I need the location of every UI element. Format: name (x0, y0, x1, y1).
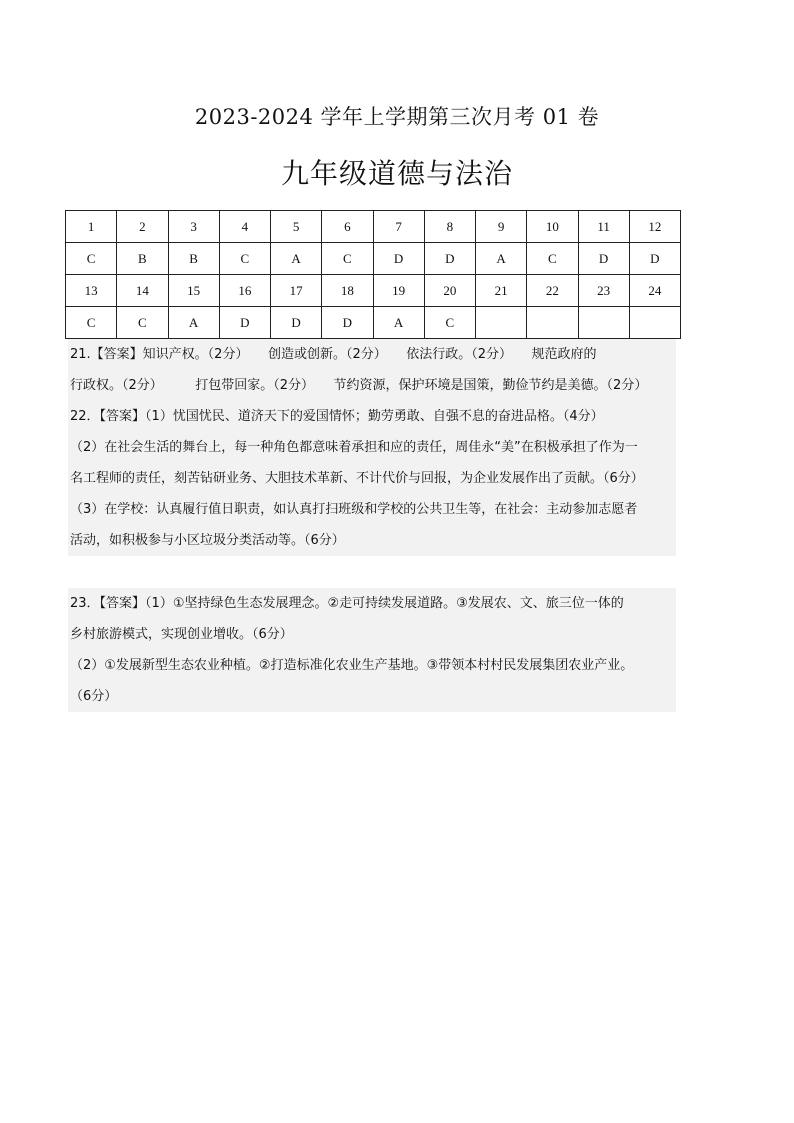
question-number-cell: 10 (527, 211, 578, 243)
answer-cell (629, 307, 680, 339)
answer-cell: A (168, 307, 219, 339)
answer-block-21-22 (68, 339, 676, 556)
question-number-cell: 18 (322, 275, 373, 307)
answer-cell: C (66, 243, 117, 275)
question-number-cell: 21 (476, 275, 527, 307)
question-number-cell: 15 (168, 275, 219, 307)
answer-cell: C (117, 307, 168, 339)
table-row-answers (66, 243, 681, 275)
answer-cell: D (322, 307, 373, 339)
answer-cell: C (219, 243, 270, 275)
answer-22-line-2: （2）在社会生活的舞台上，每一种角色都意味着承担和应的责任，周佳永“美”在积极承担了作为一 (70, 440, 638, 455)
answer-23-line-2: 乡村旅游模式，实现创业增收。（6分） (70, 627, 293, 642)
answer-cell: A (373, 307, 424, 339)
answer-table-body (66, 211, 681, 339)
answer-cell (527, 307, 578, 339)
page-subtitle: 九年级道德与法治 (280, 157, 513, 190)
answer-cell: D (578, 243, 629, 275)
question-number-cell: 9 (476, 211, 527, 243)
answer-cell: C (322, 243, 373, 275)
question-number-cell: 7 (373, 211, 424, 243)
answer-cell: B (117, 243, 168, 275)
answer-cell: D (424, 243, 475, 275)
answer-23-line-4: （6分） (70, 689, 118, 704)
answer-cell (476, 307, 527, 339)
answer-cell: C (66, 307, 117, 339)
answer-cell: A (476, 243, 527, 275)
question-number-cell: 23 (578, 275, 629, 307)
answer-cell: D (373, 243, 424, 275)
answer-cell: A (271, 243, 322, 275)
table-row-answers (66, 307, 681, 339)
table-row-question-numbers (66, 275, 681, 307)
answer-22-line-1: 22．【答案】（1）忧国忧民、道济天下的爱国情怀；勤劳勇敢、自强不息的奋进品格。（4分） (70, 409, 604, 424)
answer-cell (578, 307, 629, 339)
answer-cell: B (168, 243, 219, 275)
question-number-cell: 20 (424, 275, 475, 307)
question-number-cell: 13 (66, 275, 117, 307)
question-number-cell: 8 (424, 211, 475, 243)
answer-cell: D (271, 307, 322, 339)
question-number-cell: 3 (168, 211, 219, 243)
answer-cell: C (527, 243, 578, 275)
answer-21-line-1: 21.【答案】知识产权。（2分） 创造或创新。（2分） 依法行政。（2分） 规范政府的 (70, 347, 597, 362)
question-number-cell: 24 (629, 275, 680, 307)
question-number-cell: 12 (629, 211, 680, 243)
answer-23-line-3: （2）①发展新型生态农业种植。②打造标准化农业生产基地。③带领本村村民发展集团农业产业。 (70, 658, 634, 673)
answer-23-line-1: 23．【答案】（1）①坚持绿色生态发展理念。②走可持续发展道路。③发展农、文、旅三位一体的 (70, 596, 624, 611)
answer-21-line-2: 行政权。（2分） 打包带回家。（2分） 节约资源，保护环境是国策，勤俭节约是美德。（2分） (70, 378, 648, 393)
question-number-cell: 14 (117, 275, 168, 307)
question-number-cell: 4 (219, 211, 270, 243)
answer-table (65, 210, 681, 339)
question-number-cell: 17 (271, 275, 322, 307)
answer-cell: D (219, 307, 270, 339)
question-number-cell: 22 (527, 275, 578, 307)
answer-22-line-5: 活动，如积极参与小区垃圾分类活动等。（6分） (70, 533, 345, 548)
question-number-cell: 5 (271, 211, 322, 243)
question-number-cell: 2 (117, 211, 168, 243)
answer-22-line-3: 名工程师的责任，刻苦钻研业务、大胆技术革新、不计代价与回报，为企业发展作出了贡献。（6分） (70, 471, 644, 486)
table-row-question-numbers (66, 211, 681, 243)
question-number-cell: 19 (373, 275, 424, 307)
page-title: 2023-2024 学年上学期第三次月考 01 卷 (194, 105, 600, 129)
answer-22-line-4: （3）在学校：认真履行值日职责，如认真打扫班级和学校的公共卫生等，在社会：主动参加志愿者 (70, 502, 638, 517)
answer-cell: C (424, 307, 475, 339)
answer-cell: D (629, 243, 680, 275)
question-number-cell: 11 (578, 211, 629, 243)
question-number-cell: 1 (66, 211, 117, 243)
question-number-cell: 16 (219, 275, 270, 307)
question-number-cell: 6 (322, 211, 373, 243)
answer-block-23 (68, 588, 676, 712)
